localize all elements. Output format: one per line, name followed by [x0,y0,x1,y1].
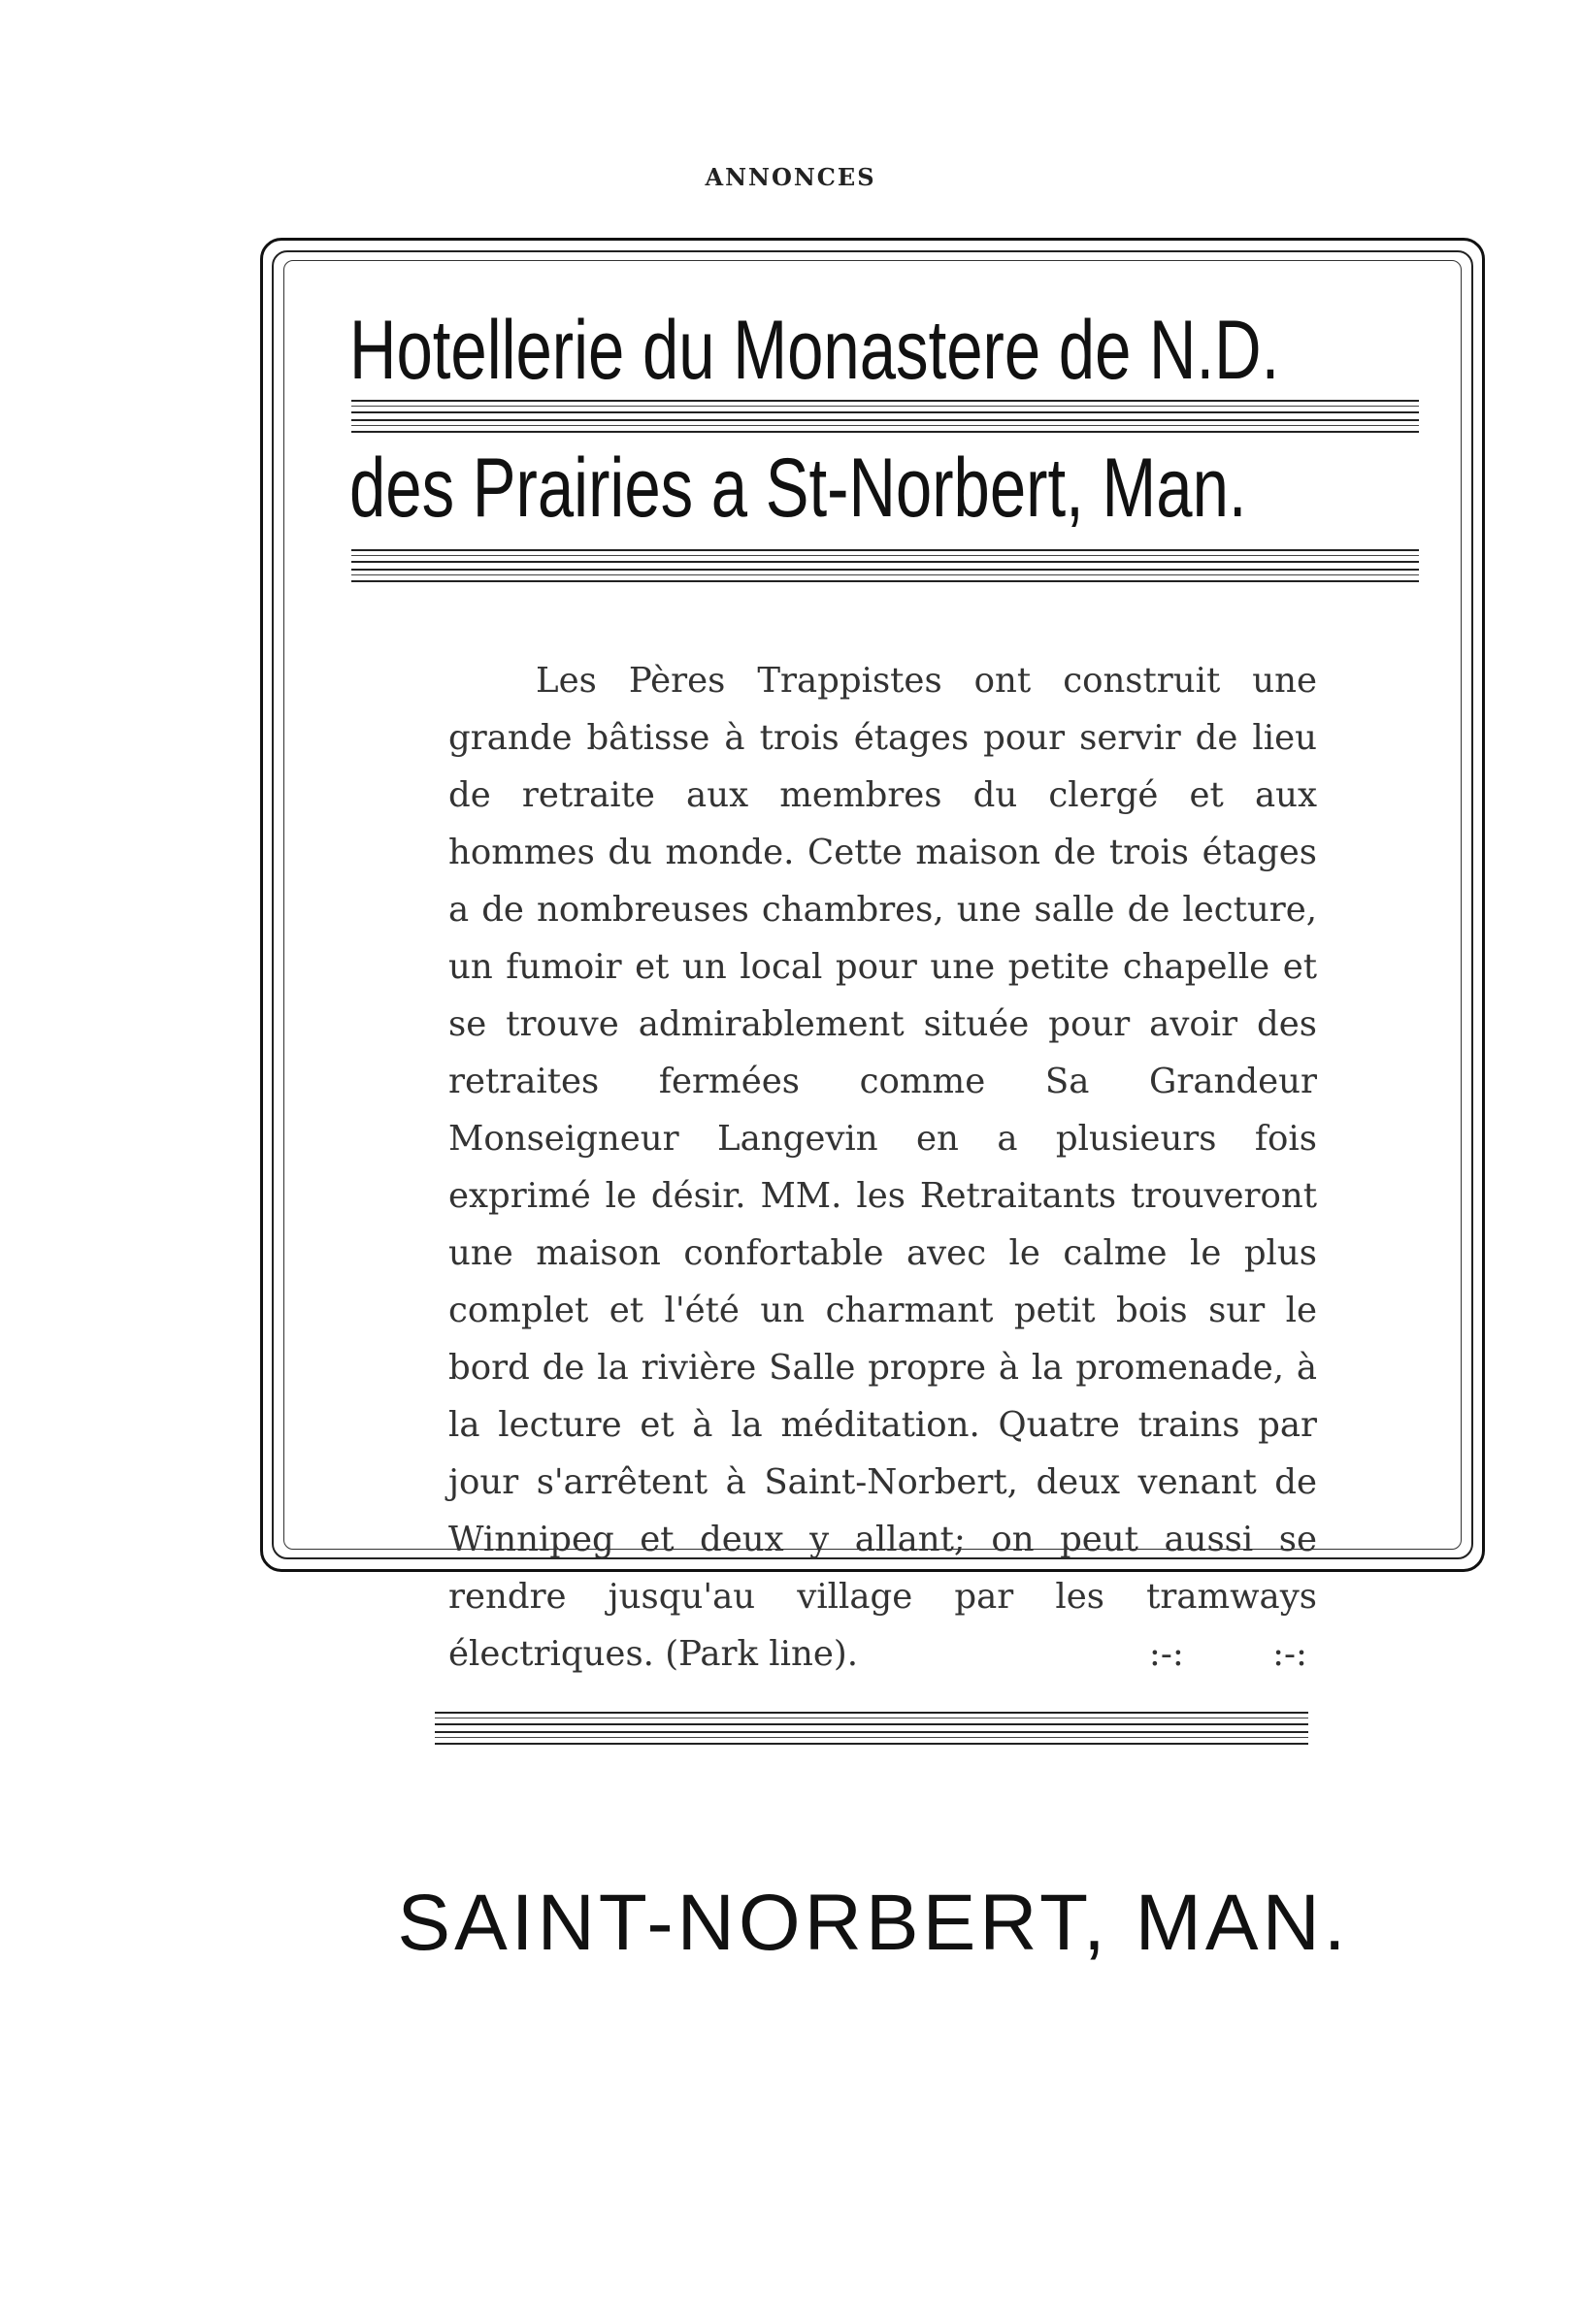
title-rule-2b [351,569,1419,582]
body-paragraph: Les Pères Trappistes ont construit une grande bâtisse à trois étages pour servir de lieu de retraite aux membres du clergé et aux hommes du monde. Cette maison de trois étages a de nombreuses chambres, une salle de lecture, un fumoir et un local pour une petite chapelle et se trouve admirablement située pour avoir des retraites fermées comme Sa Grandeur Monseigneur Langevin en a plusieurs fois exprimé le désir. MM. les Retraitants trouveront une maison confortable avec le calme le plus complet et l'été un charmant petit bois sur le bord de la rivière Salle propre à la promenade, à la lecture et à la méditation. Quatre trains par jour s'arrêtent à Saint-Norbert, deux venant de Winnipeg et deux y allant; on peut aussi se rendre jusqu'au village par les tramways électriques. (Park line). [448,661,1317,1674]
ornament-marks: :-: :-: [1148,1634,1307,1674]
title-line-1: Hotellerie du Monastere de N.D. [349,304,1280,397]
title-rule-1b [351,419,1419,433]
body-rule-b [435,1731,1308,1745]
body-rule [435,1712,1308,1725]
title-rule-2 [351,549,1419,563]
running-head: ANNONCES [705,163,876,191]
title-rule-1 [351,400,1419,413]
footer-location: SAINT-NORBERT, MAN. [397,1879,1350,1967]
advertisement-body [448,652,1317,1683]
title-line-2: des Prairies a St-Norbert, Man. [349,442,1247,535]
